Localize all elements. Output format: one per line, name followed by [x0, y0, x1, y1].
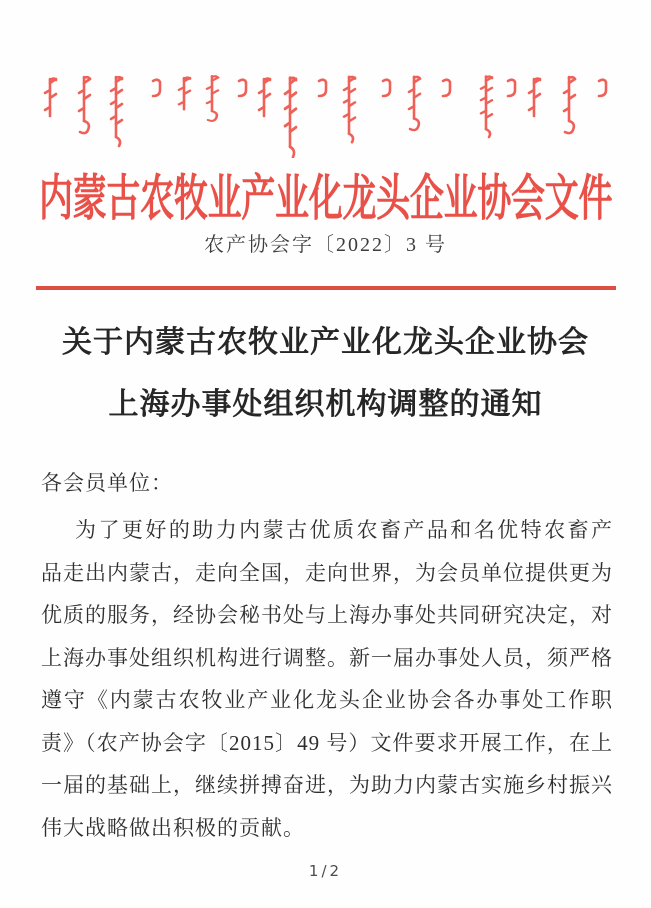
- page-number: 1/2: [308, 862, 343, 880]
- body-paragraph: [41, 462, 613, 849]
- red-divider: [36, 286, 616, 290]
- body-text-line: 优质的服务，经协会秘书处与上海办事处共同研究决定，对: [41, 603, 613, 627]
- doc-title-line-2: 上海办事处组织机构调整的通知: [108, 388, 543, 421]
- doc-title: [0, 312, 651, 436]
- doc-title-line-1: 关于内蒙古农牧业产业化龙头企业协会: [62, 326, 589, 359]
- body-text-line: 品走出内蒙古，走向全国，走向世界，为会员单位提供更为: [41, 560, 613, 585]
- salutation: 各会员单位：: [41, 471, 173, 495]
- body-text-line: 遵守《内蒙古农牧业产业化龙头企业协会各办事处工作职: [41, 688, 613, 712]
- body-text-line: 一届的基础上，继续拼搏奋进，为助力内蒙古实施乡村振兴: [41, 773, 613, 797]
- mongolian-script-icon: [40, 72, 612, 158]
- org-title: 内蒙古农牧业产业化龙头企业协会文件: [39, 172, 612, 227]
- body-text-line: 伟大战略做出积极的贡献。: [41, 815, 305, 840]
- paragraph-lines: [41, 509, 613, 849]
- body-text-line: 责》（农产协会字〔2015〕49 号）文件要求开展工作，在上: [41, 730, 613, 755]
- body-text-line: 为了更好的助力内蒙古优质农畜产品和名优特农畜产: [75, 518, 613, 542]
- body-text-line: 上海办事处组织机构进行调整。新一届办事处人员，须严格: [41, 645, 613, 670]
- doc-number: 农产协会字〔2022〕3 号: [204, 234, 447, 256]
